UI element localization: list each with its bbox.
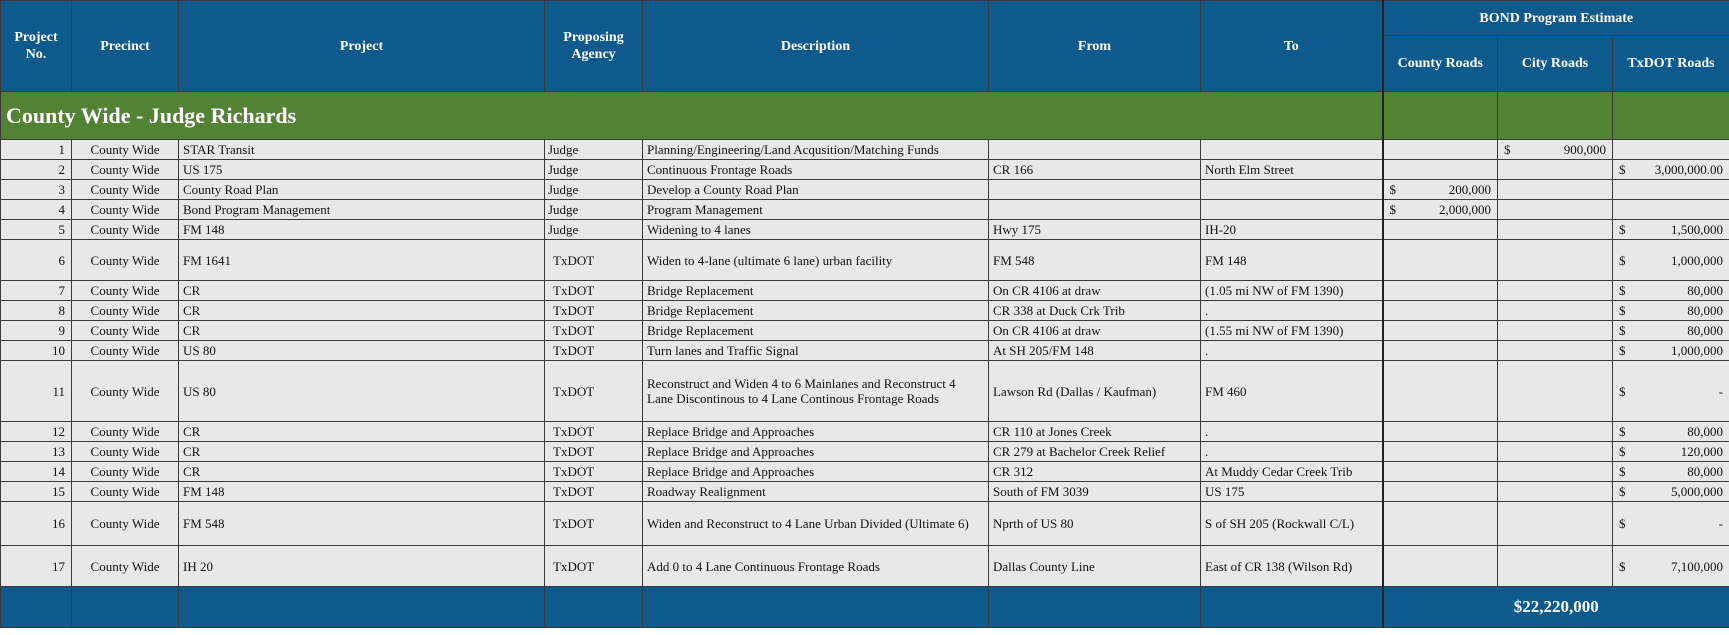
city-roads-cell: [1498, 502, 1613, 546]
section-cell-city: [1498, 92, 1613, 140]
txdot-roads-cell: [1613, 361, 1729, 422]
amount: 80,000: [1687, 424, 1723, 439]
city-roads-cell: [1498, 442, 1613, 462]
section-cell-txdot: [1613, 92, 1729, 140]
county-roads-cell: [1383, 200, 1498, 220]
amount: 900,000: [1563, 142, 1606, 157]
amount: 7,100,000: [1671, 558, 1723, 574]
description-cell: Roadway Realignment: [643, 482, 989, 502]
precinct-cell: County Wide: [72, 281, 179, 301]
from-cell: CR 312: [989, 462, 1201, 482]
project-no-cell: 17: [1, 546, 72, 587]
table-row: [1, 301, 1729, 321]
footer-cell: [989, 587, 1201, 628]
currency-symbol: $: [1619, 323, 1626, 338]
project-cell: CR: [179, 321, 545, 341]
county-roads-cell: [1383, 140, 1498, 160]
county-roads-cell: [1383, 220, 1498, 240]
currency-symbol: $: [1619, 283, 1626, 298]
txdot-roads-cell: [1613, 462, 1729, 482]
precinct-cell: County Wide: [72, 220, 179, 240]
header-proposing-agency: Proposing Agency: [545, 1, 643, 92]
to-cell: IH-20: [1201, 220, 1383, 240]
project-cell: STAR Transit: [179, 140, 545, 160]
txdot-roads-cell: [1613, 160, 1729, 180]
agency-cell: Judge: [545, 160, 643, 180]
project-cell: IH 20: [179, 546, 545, 587]
precinct-cell: County Wide: [72, 301, 179, 321]
county-roads-cell: [1383, 341, 1498, 361]
project-cell: US 80: [179, 361, 545, 422]
precinct-cell: County Wide: [72, 502, 179, 546]
agency-cell: TxDOT: [545, 442, 643, 462]
project-cell: Bond Program Management: [179, 200, 545, 220]
project-no-cell: 4: [1, 200, 72, 220]
to-cell: [1201, 140, 1383, 160]
from-cell: On CR 4106 at draw: [989, 321, 1201, 341]
currency-symbol: $: [1619, 383, 1626, 399]
project-no-cell: 2: [1, 160, 72, 180]
to-cell: East of CR 138 (Wilson Rd): [1201, 546, 1383, 587]
amount: 80,000: [1687, 283, 1723, 298]
agency-cell: TxDOT: [545, 361, 643, 422]
txdot-roads-cell: [1613, 422, 1729, 442]
precinct-cell: County Wide: [72, 240, 179, 281]
header-project: Project: [179, 1, 545, 92]
amount: 1,000,000: [1671, 252, 1723, 268]
project-cell: US 80: [179, 341, 545, 361]
county-roads-cell: [1383, 240, 1498, 281]
project-no-cell: 15: [1, 482, 72, 502]
amount: 80,000: [1687, 464, 1723, 479]
amount: 80,000: [1687, 303, 1723, 318]
currency-symbol: $: [1504, 142, 1511, 157]
project-cell: County Road Plan: [179, 180, 545, 200]
precinct-cell: County Wide: [72, 361, 179, 422]
agency-cell: TxDOT: [545, 546, 643, 587]
txdot-roads-cell: [1613, 546, 1729, 587]
txdot-roads-cell: [1613, 180, 1729, 200]
amount: 5,000,000: [1671, 484, 1723, 499]
project-no-cell: 16: [1, 502, 72, 546]
amount: 2,000,000: [1439, 202, 1491, 217]
table-row: [1, 281, 1729, 301]
currency-symbol: $: [1619, 516, 1626, 531]
project-cell: FM 1641: [179, 240, 545, 281]
currency-symbol: $: [1619, 444, 1626, 459]
currency-symbol: $: [1619, 484, 1626, 499]
precinct-cell: County Wide: [72, 442, 179, 462]
from-cell: [989, 180, 1201, 200]
txdot-roads-cell: [1613, 502, 1729, 546]
county-roads-cell: [1383, 281, 1498, 301]
from-cell: CR 338 at Duck Crk Trib: [989, 301, 1201, 321]
description-cell: Bridge Replacement: [643, 321, 989, 341]
project-no-cell: 14: [1, 462, 72, 482]
to-cell: [1201, 200, 1383, 220]
txdot-roads-cell: [1613, 200, 1729, 220]
county-roads-cell: [1383, 502, 1498, 546]
currency-symbol: $: [1619, 343, 1626, 358]
footer-cell: [1, 587, 72, 628]
table-row: [1, 200, 1729, 220]
description-cell: Widen to 4-lane (ultimate 6 lane) urban facility: [643, 240, 989, 281]
table-row: [1, 422, 1729, 442]
description-cell: Continuous Frontage Roads: [643, 160, 989, 180]
project-rows: [1, 140, 1729, 587]
description-cell: Add 0 to 4 Lane Continuous Frontage Roads: [643, 546, 989, 587]
from-cell: CR 279 at Bachelor Creek Relief: [989, 442, 1201, 462]
precinct-cell: County Wide: [72, 482, 179, 502]
txdot-roads-cell: [1613, 281, 1729, 301]
city-roads-cell: [1498, 546, 1613, 587]
currency-symbol: $: [1619, 162, 1626, 177]
table-row: [1, 140, 1729, 160]
description-cell: Replace Bridge and Approaches: [643, 462, 989, 482]
header-bond-program-estimate: BOND Program Estimate: [1383, 1, 1729, 36]
project-cell: US 175: [179, 160, 545, 180]
currency-symbol: $: [1619, 464, 1626, 479]
agency-cell: TxDOT: [545, 422, 643, 442]
agency-cell: Judge: [545, 220, 643, 240]
project-cell: FM 148: [179, 220, 545, 240]
footer-row: [1, 587, 1729, 628]
table-row: [1, 160, 1729, 180]
agency-cell: TxDOT: [545, 341, 643, 361]
to-cell: US 175: [1201, 482, 1383, 502]
txdot-roads-cell: [1613, 240, 1729, 281]
currency-symbol: $: [1619, 252, 1626, 268]
description-cell: Develop a County Road Plan: [643, 180, 989, 200]
grand-total: $22,220,000: [1383, 587, 1729, 628]
project-cell: CR: [179, 301, 545, 321]
county-roads-cell: [1383, 180, 1498, 200]
to-cell: .: [1201, 442, 1383, 462]
footer-cell: [545, 587, 643, 628]
to-cell: (1.05 mi NW of FM 1390): [1201, 281, 1383, 301]
city-roads-cell: [1498, 301, 1613, 321]
precinct-cell: County Wide: [72, 160, 179, 180]
project-no-cell: 5: [1, 220, 72, 240]
from-cell: FM 548: [989, 240, 1201, 281]
project-no-cell: 7: [1, 281, 72, 301]
project-no-cell: 11: [1, 361, 72, 422]
table-row: [1, 341, 1729, 361]
to-cell: .: [1201, 422, 1383, 442]
from-cell: Lawson Rd (Dallas / Kaufman): [989, 361, 1201, 422]
to-cell: [1201, 180, 1383, 200]
header-from: From: [989, 1, 1201, 92]
agency-cell: TxDOT: [545, 301, 643, 321]
county-roads-cell: [1383, 482, 1498, 502]
description-cell: Replace Bridge and Approaches: [643, 422, 989, 442]
currency-symbol: $: [1619, 303, 1626, 318]
footer-cell: [1201, 587, 1383, 628]
city-roads-cell: [1498, 220, 1613, 240]
description-cell: Turn lanes and Traffic Signal: [643, 341, 989, 361]
project-cell: CR: [179, 462, 545, 482]
project-cell: CR: [179, 281, 545, 301]
description-cell: Widen and Reconstruct to 4 Lane Urban Divided (Ultimate 6): [643, 502, 989, 546]
txdot-roads-cell: [1613, 140, 1729, 160]
table-row: [1, 442, 1729, 462]
agency-cell: Judge: [545, 200, 643, 220]
city-roads-cell: [1498, 281, 1613, 301]
header-description: Description: [643, 1, 989, 92]
table-row: [1, 502, 1729, 546]
project-no-cell: 12: [1, 422, 72, 442]
county-roads-cell: [1383, 422, 1498, 442]
from-cell: At SH 205/FM 148: [989, 341, 1201, 361]
project-cell: FM 548: [179, 502, 545, 546]
project-no-cell: 3: [1, 180, 72, 200]
amount: -: [1718, 516, 1723, 531]
county-roads-cell: [1383, 442, 1498, 462]
city-roads-cell: [1498, 361, 1613, 422]
description-cell: Reconstruct and Widen 4 to 6 Mainlanes and Reconstruct 4 Lane Discontinous to 4 Lane Continous Frontage Roads: [643, 361, 989, 422]
table-row: [1, 482, 1729, 502]
table-row: [1, 321, 1729, 341]
city-roads-cell: [1498, 140, 1613, 160]
agency-cell: TxDOT: [545, 462, 643, 482]
to-cell: .: [1201, 301, 1383, 321]
project-no-cell: 9: [1, 321, 72, 341]
table-row: [1, 361, 1729, 422]
county-roads-cell: [1383, 321, 1498, 341]
txdot-roads-cell: [1613, 220, 1729, 240]
county-roads-cell: [1383, 160, 1498, 180]
precinct-cell: County Wide: [72, 422, 179, 442]
description-cell: Replace Bridge and Approaches: [643, 442, 989, 462]
header-row: [1, 1, 1729, 36]
header-city-roads: City Roads: [1498, 36, 1613, 92]
precinct-cell: County Wide: [72, 341, 179, 361]
table-row: [1, 180, 1729, 200]
project-no-cell: 10: [1, 341, 72, 361]
project-no-cell: 8: [1, 301, 72, 321]
txdot-roads-cell: [1613, 321, 1729, 341]
txdot-roads-cell: [1613, 301, 1729, 321]
project-no-cell: 13: [1, 442, 72, 462]
precinct-cell: County Wide: [72, 462, 179, 482]
currency-symbol: $: [1619, 424, 1626, 439]
footer-cell: [179, 587, 545, 628]
section-row: [1, 92, 1729, 140]
currency-symbol: $: [1619, 558, 1626, 574]
agency-cell: TxDOT: [545, 482, 643, 502]
section-title: County Wide - Judge Richards: [1, 92, 1383, 140]
table-row: [1, 462, 1729, 482]
precinct-cell: County Wide: [72, 200, 179, 220]
project-cell: CR: [179, 442, 545, 462]
description-cell: Program Management: [643, 200, 989, 220]
description-cell: Widening to 4 lanes: [643, 220, 989, 240]
county-roads-cell: [1383, 546, 1498, 587]
footer-cell: [643, 587, 989, 628]
amount: 3,000,000.00: [1654, 162, 1723, 177]
project-cell: FM 148: [179, 482, 545, 502]
to-cell: At Muddy Cedar Creek Trib: [1201, 462, 1383, 482]
description-cell: Planning/Engineering/Land Acqusition/Matching Funds: [643, 140, 989, 160]
county-roads-cell: [1383, 462, 1498, 482]
footer-cell: [72, 587, 179, 628]
to-cell: FM 460: [1201, 361, 1383, 422]
county-roads-cell: [1383, 301, 1498, 321]
from-cell: Hwy 175: [989, 220, 1201, 240]
county-roads-cell: [1383, 361, 1498, 422]
txdot-roads-cell: [1613, 442, 1729, 462]
currency-symbol: $: [1619, 222, 1626, 237]
city-roads-cell: [1498, 341, 1613, 361]
city-roads-cell: [1498, 482, 1613, 502]
header-to: To: [1201, 1, 1383, 92]
from-cell: Dallas County Line: [989, 546, 1201, 587]
to-cell: North Elm Street: [1201, 160, 1383, 180]
header-project-no: Project No.: [1, 1, 72, 92]
project-no-cell: 6: [1, 240, 72, 281]
txdot-roads-cell: [1613, 341, 1729, 361]
from-cell: CR 166: [989, 160, 1201, 180]
description-cell: Bridge Replacement: [643, 281, 989, 301]
section-cell-county: [1383, 92, 1498, 140]
city-roads-cell: [1498, 180, 1613, 200]
from-cell: South of FM 3039: [989, 482, 1201, 502]
to-cell: (1.55 mi NW of FM 1390): [1201, 321, 1383, 341]
amount: 1,500,000: [1671, 222, 1723, 237]
city-roads-cell: [1498, 462, 1613, 482]
table-row: [1, 240, 1729, 281]
to-cell: FM 148: [1201, 240, 1383, 281]
city-roads-cell: [1498, 422, 1613, 442]
amount: 80,000: [1687, 323, 1723, 338]
project-cell: CR: [179, 422, 545, 442]
city-roads-cell: [1498, 321, 1613, 341]
header-precinct: Precinct: [72, 1, 179, 92]
from-cell: [989, 140, 1201, 160]
precinct-cell: County Wide: [72, 546, 179, 587]
from-cell: [989, 200, 1201, 220]
header-county-roads: County Roads: [1383, 36, 1498, 92]
to-cell: .: [1201, 341, 1383, 361]
from-cell: Nprth of US 80: [989, 502, 1201, 546]
description-cell: Bridge Replacement: [643, 301, 989, 321]
city-roads-cell: [1498, 240, 1613, 281]
agency-cell: TxDOT: [545, 281, 643, 301]
amount: 1,000,000: [1671, 343, 1723, 358]
table-row: [1, 220, 1729, 240]
agency-cell: TxDOT: [545, 502, 643, 546]
city-roads-cell: [1498, 200, 1613, 220]
agency-cell: Judge: [545, 140, 643, 160]
currency-symbol: $: [1389, 182, 1396, 197]
project-no-cell: 1: [1, 140, 72, 160]
agency-cell: Judge: [545, 180, 643, 200]
table-row: [1, 546, 1729, 587]
precinct-cell: County Wide: [72, 140, 179, 160]
txdot-roads-cell: [1613, 482, 1729, 502]
header-txdot-roads: TxDOT Roads: [1613, 36, 1729, 92]
from-cell: On CR 4106 at draw: [989, 281, 1201, 301]
amount: 120,000: [1680, 444, 1723, 459]
agency-cell: TxDOT: [545, 240, 643, 281]
precinct-cell: County Wide: [72, 180, 179, 200]
precinct-cell: County Wide: [72, 321, 179, 341]
from-cell: CR 110 at Jones Creek: [989, 422, 1201, 442]
amount: 200,000: [1448, 182, 1491, 197]
to-cell: S of SH 205 (Rockwall C/L): [1201, 502, 1383, 546]
city-roads-cell: [1498, 160, 1613, 180]
currency-symbol: $: [1389, 202, 1396, 217]
amount: -: [1718, 383, 1723, 399]
agency-cell: TxDOT: [545, 321, 643, 341]
